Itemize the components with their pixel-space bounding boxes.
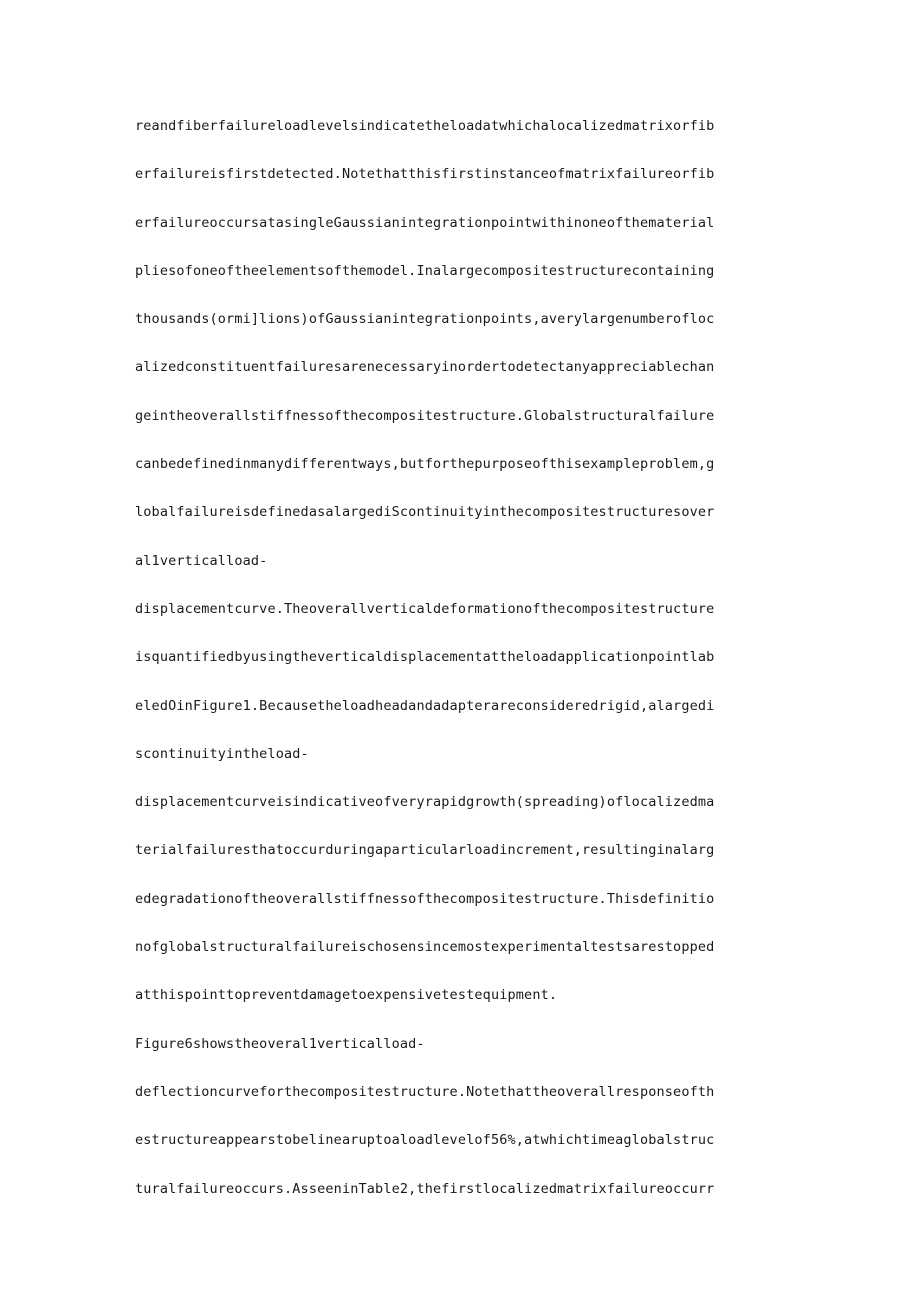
text-line-8: canbedefinedinmanydifferentways,butforthepurposeofthisexampleproblem,g xyxy=(135,456,715,473)
text-line-17: edegradationoftheoverallstiffnessofthecompositestructure.Thisdefinitio xyxy=(135,890,715,907)
text-line-13: eledOinFigure1.Becausetheloadheadandadapterareconsideredrigid,alargedi xyxy=(135,697,715,714)
text-line-1: reandfiberfailureloadlevelsindicatetheloadatwhichalocalizedmatrixorfib xyxy=(135,118,715,134)
text-line-20: Figure6showstheoveral1verticalload- xyxy=(135,1035,425,1052)
text-line-5: thousands(ormi]lions)ofGaussianintegrationpoints,averylargenumberofloc xyxy=(135,311,715,328)
text-line-18: nofglobalstructuralfailureischosensincemostexperimentaltestsarestopped xyxy=(135,939,715,956)
text-line-12: isquantifiedbyusingtheverticaldisplacementattheloadapplicationpointlab xyxy=(135,649,715,666)
text-line-9: lobalfailureisdefinedasalargediScontinuityinthecompositestructuresover xyxy=(135,504,715,521)
text-line-11: displacementcurve.Theoverallverticaldeformationofthecompositestructure xyxy=(135,600,715,617)
text-line-3: erfailureoccursatasingleGaussianintegrationpointwithinoneofthematerial xyxy=(135,214,715,231)
body-text xyxy=(135,112,795,1223)
text-line-6: alizedconstituentfailuresarenecessaryinordertodetectanyappreciablechan xyxy=(135,359,715,376)
text-line-16: terialfailuresthatoccurduringaparticularloadincrement,resultinginalarg xyxy=(135,842,715,859)
text-line-21: deflectioncurveforthecompositestructure.Notethattheoverallresponseofth xyxy=(135,1083,715,1100)
text-line-15: displacementcurveisindicativeofveryrapidgrowth(spreading)oflocalizedma xyxy=(135,794,715,811)
text-line-10: al1verticalload- xyxy=(135,552,268,569)
text-line-23: turalfailureoccurs.AsseeninTable2,thefirstlocalizedmatrixfailureoccurr xyxy=(135,1180,715,1197)
text-line-14: scontinuityintheload- xyxy=(135,745,309,762)
text-line-7: geintheoverallstiffnessofthecompositestructure.Globalstructuralfailure xyxy=(135,407,715,424)
text-line-4: pliesofoneoftheelementsofthemodel.Inalargecompositestructurecontaining xyxy=(135,262,715,279)
text-line-2: erfailureisfirstdetected.Notethatthisfirstinstanceofmatrixfailureorfib xyxy=(135,166,715,183)
text-line-19: atthispointtopreventdamagetoexpensivetestequipment. xyxy=(135,987,558,1004)
text-line-22: estructureappearstobelinearuptoaloadlevelof56%,atwhichtimeaglobalstruc xyxy=(135,1132,715,1149)
